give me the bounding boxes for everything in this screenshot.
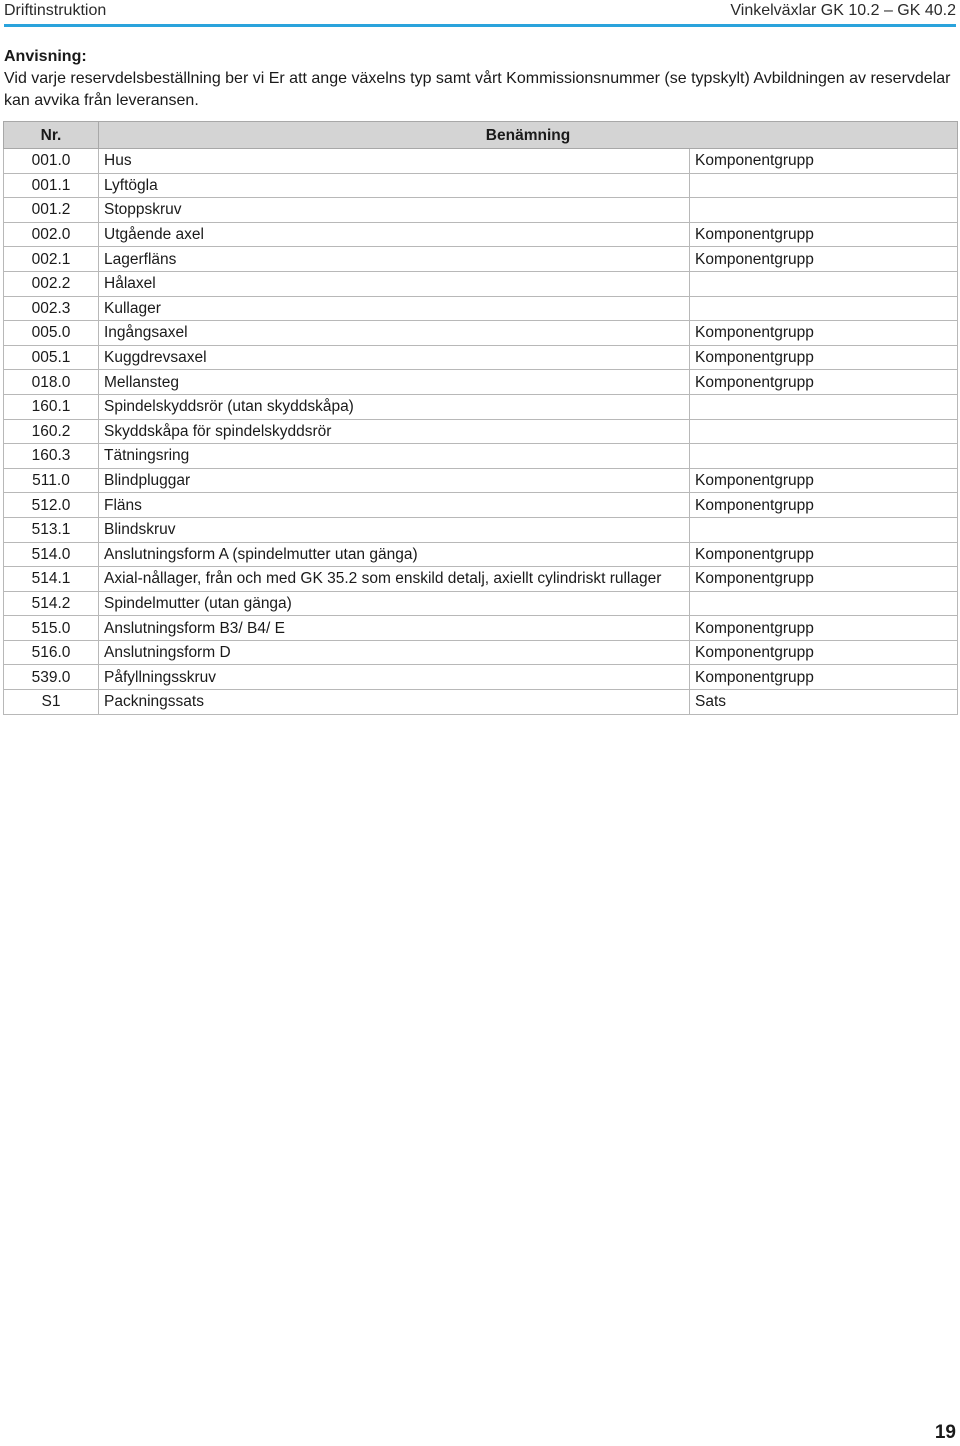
part-number: 002.2 <box>4 271 99 296</box>
part-name: Hus <box>99 149 690 174</box>
part-number: S1 <box>4 690 99 715</box>
part-name: Blindpluggar <box>99 468 690 493</box>
table-row <box>4 468 958 493</box>
part-type <box>690 444 958 469</box>
part-name: Stoppskruv <box>99 198 690 223</box>
part-name: Axial-nållager, från och med GK 35.2 som enskild detalj, axiellt cylindriskt rullager <box>99 567 690 592</box>
table-row <box>4 296 958 321</box>
part-type: Komponentgrupp <box>690 468 958 493</box>
part-name: Lyftögla <box>99 173 690 198</box>
part-type: Komponentgrupp <box>690 640 958 665</box>
part-name: Spindelskyddsrör (utan skyddskåpa) <box>99 394 690 419</box>
part-number: 511.0 <box>4 468 99 493</box>
part-number: 513.1 <box>4 517 99 542</box>
part-number: 514.0 <box>4 542 99 567</box>
part-type: Komponentgrupp <box>690 222 958 247</box>
part-type <box>690 517 958 542</box>
table-row <box>4 321 958 346</box>
part-number: 512.0 <box>4 493 99 518</box>
table-header-row <box>4 122 958 149</box>
part-name: Kullager <box>99 296 690 321</box>
table-row <box>4 222 958 247</box>
part-name: Skyddskåpa för spindelskyddsrör <box>99 419 690 444</box>
product-title: Vinkelväxlar GK 10.2 – GK 40.2 <box>730 2 956 19</box>
part-name: Blindskruv <box>99 517 690 542</box>
table-row <box>4 247 958 272</box>
part-type: Komponentgrupp <box>690 345 958 370</box>
table-row <box>4 616 958 641</box>
table-row <box>4 690 958 715</box>
header-nr: Nr. <box>4 122 99 149</box>
table-row <box>4 444 958 469</box>
part-number: 160.3 <box>4 444 99 469</box>
part-type: Komponentgrupp <box>690 616 958 641</box>
notice-title: Anvisning: <box>4 48 87 65</box>
part-number: 514.2 <box>4 591 99 616</box>
table-row <box>4 419 958 444</box>
table-row <box>4 370 958 395</box>
part-type <box>690 173 958 198</box>
table-row <box>4 640 958 665</box>
part-number: 018.0 <box>4 370 99 395</box>
part-name: Mellansteg <box>99 370 690 395</box>
part-name: Spindelmutter (utan gänga) <box>99 591 690 616</box>
table-row <box>4 517 958 542</box>
part-number: 005.0 <box>4 321 99 346</box>
part-number: 001.2 <box>4 198 99 223</box>
part-number: 160.2 <box>4 419 99 444</box>
part-number: 539.0 <box>4 665 99 690</box>
part-name: Ingångsaxel <box>99 321 690 346</box>
table-row <box>4 665 958 690</box>
table-row <box>4 394 958 419</box>
table-row <box>4 271 958 296</box>
part-number: 005.1 <box>4 345 99 370</box>
table-row <box>4 173 958 198</box>
table-row <box>4 345 958 370</box>
part-number: 001.0 <box>4 149 99 174</box>
table-row <box>4 542 958 567</box>
part-number: 516.0 <box>4 640 99 665</box>
part-name: Anslutningsform D <box>99 640 690 665</box>
part-name: Hålaxel <box>99 271 690 296</box>
part-name: Tätningsring <box>99 444 690 469</box>
part-name: Påfyllningsskruv <box>99 665 690 690</box>
part-type <box>690 296 958 321</box>
part-type: Komponentgrupp <box>690 542 958 567</box>
part-name: Fläns <box>99 493 690 518</box>
part-type: Komponentgrupp <box>690 567 958 592</box>
document-title: Driftinstruktion <box>4 2 107 19</box>
part-name: Kuggdrevsaxel <box>99 345 690 370</box>
part-type: Komponentgrupp <box>690 247 958 272</box>
part-name: Lagerfläns <box>99 247 690 272</box>
part-number: 514.1 <box>4 567 99 592</box>
part-type: Komponentgrupp <box>690 321 958 346</box>
page-header <box>4 0 956 27</box>
part-type <box>690 419 958 444</box>
part-type: Sats <box>690 690 958 715</box>
notice-section <box>4 46 956 112</box>
table-row <box>4 149 958 174</box>
part-number: 160.1 <box>4 394 99 419</box>
part-type: Komponentgrupp <box>690 665 958 690</box>
table-row <box>4 493 958 518</box>
part-number: 002.3 <box>4 296 99 321</box>
part-number: 002.0 <box>4 222 99 247</box>
part-type <box>690 198 958 223</box>
part-type: Komponentgrupp <box>690 149 958 174</box>
table-row <box>4 591 958 616</box>
part-type <box>690 394 958 419</box>
part-name: Anslutningsform A (spindelmutter utan gänga) <box>99 542 690 567</box>
part-number: 515.0 <box>4 616 99 641</box>
part-type <box>690 591 958 616</box>
part-name: Utgående axel <box>99 222 690 247</box>
part-type: Komponentgrupp <box>690 493 958 518</box>
part-type <box>690 271 958 296</box>
part-type: Komponentgrupp <box>690 370 958 395</box>
part-number: 002.1 <box>4 247 99 272</box>
header-benamning: Benämning <box>99 122 958 149</box>
parts-table-body <box>4 149 958 715</box>
notice-text: Vid varje reservdelsbeställning ber vi Er att ange växelns typ samt vårt Kommissionsnummer (se typskylt) Avbildningen av reservdelar kan avvika från leveransen. <box>4 70 951 109</box>
part-name: Packningssats <box>99 690 690 715</box>
table-row <box>4 198 958 223</box>
page-number: 19 <box>934 1422 956 1443</box>
parts-table <box>3 121 958 715</box>
table-row <box>4 567 958 592</box>
part-name: Anslutningsform B3/ B4/ E <box>99 616 690 641</box>
part-number: 001.1 <box>4 173 99 198</box>
